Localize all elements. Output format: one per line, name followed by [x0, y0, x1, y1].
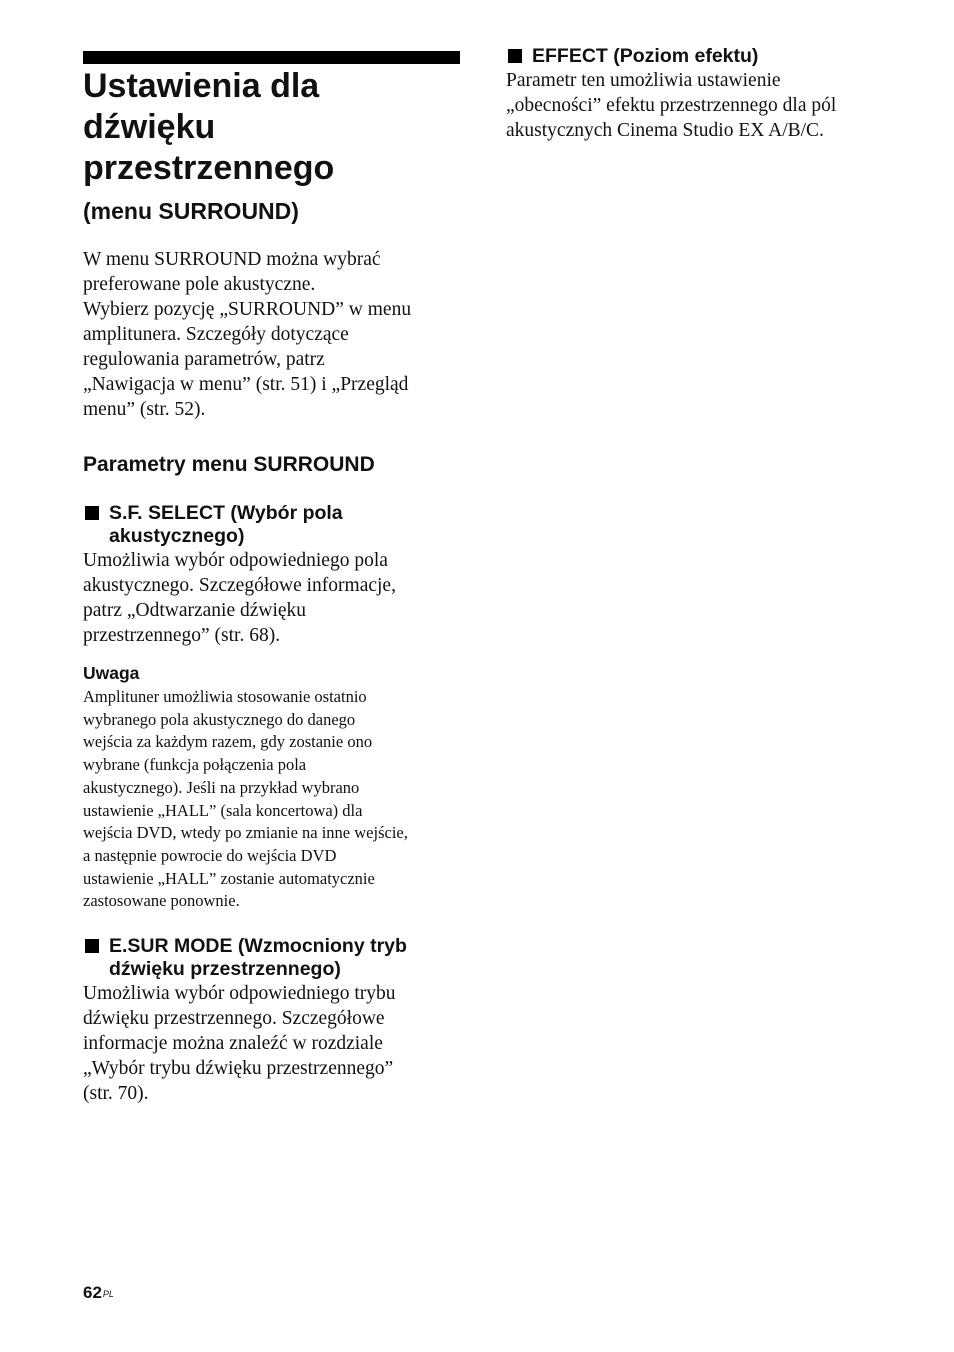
text-line: preferowane pole akustyczne.: [83, 274, 316, 295]
text-line: amplitunera. Szczegóły dotyczące: [83, 324, 349, 345]
heading-line: E.SUR MODE (Wzmocniony tryb: [109, 935, 407, 958]
text-line: wybranego pola akustycznego do danego: [83, 709, 356, 729]
note-body: [83, 686, 463, 913]
esur-mode-heading: [83, 935, 463, 981]
heading-line: dźwięku przestrzennego): [109, 958, 341, 981]
page-title-line: dźwięku: [83, 108, 216, 146]
text-line: „obecności” efektu przestrzennego dla pól: [506, 95, 837, 116]
sf-select-body: [83, 548, 463, 648]
text-line: przestrzennego” (str. 68).: [83, 625, 281, 646]
esur-mode-body: [83, 981, 463, 1106]
right-column: [506, 45, 906, 143]
effect-body: [506, 68, 906, 143]
text-line: akustycznego). Jeśli na przykład wybrano: [83, 777, 360, 797]
text-line: menu” (str. 52).: [83, 399, 206, 420]
square-bullet-icon: [508, 49, 522, 63]
text-line: Wybierz pozycję „SURROUND” w menu: [83, 299, 412, 320]
text-line: Parametr ten umożliwia ustawienie: [506, 70, 781, 91]
text-line: ustawienie „HALL” zostanie automatycznie: [83, 868, 375, 888]
heading-line: akustycznego): [109, 525, 245, 547]
text-line: „Nawigacja w menu” (str. 51) i „Przegląd: [83, 374, 409, 395]
language-code: PL: [102, 1289, 114, 1299]
text-line: „Wybór trybu dźwięku przestrzennego”: [83, 1058, 394, 1080]
page-title: [83, 66, 463, 189]
text-line: akustycznego. Szczegółowe informacje,: [83, 575, 396, 596]
note-heading: Uwaga: [83, 663, 140, 683]
text-line: a następnie powrocie do wejścia DVD: [83, 845, 337, 865]
text-line: regulowania parametrów, patrz: [83, 349, 325, 370]
page-number: [83, 1283, 114, 1303]
text-line: Amplituner umożliwia stosowanie ostatnio: [83, 687, 367, 706]
square-bullet-icon: [85, 939, 99, 953]
left-column: [83, 66, 463, 1106]
section-heading: Parametry menu SURROUND: [83, 453, 375, 476]
text-line: wejścia za każdym razem, gdy zostanie ono: [83, 732, 373, 752]
text-line: patrz „Odtwarzanie dźwięku: [83, 600, 307, 621]
page-title-line: Ustawienia dla: [83, 67, 320, 105]
text-line: W menu SURROUND można wybrać: [83, 249, 381, 270]
heading-line: EFFECT (Poziom efektu): [532, 45, 759, 67]
text-line: wybrane (funkcja połączenia pola: [83, 755, 307, 775]
heading-line: S.F. SELECT (Wybór pola: [109, 502, 343, 524]
square-bullet-icon: [85, 506, 99, 520]
page-subtitle: (menu SURROUND): [83, 198, 299, 224]
text-line: Umożliwia wybór odpowiedniego pola: [83, 550, 388, 571]
text-line: zastosowane ponownie.: [83, 891, 240, 911]
text-line: ustawienie „HALL” (sala koncertowa) dla: [83, 800, 363, 820]
title-rule: [83, 51, 460, 64]
text-line: wejścia DVD, wtedy po zmianie na inne wejście,: [83, 823, 408, 843]
page-title-line: przestrzennego: [83, 149, 335, 187]
text-line: Umożliwia wybór odpowiedniego trybu: [83, 983, 396, 1005]
text-line: dźwięku przestrzennego. Szczegółowe: [83, 1008, 385, 1030]
text-line: (str. 70).: [83, 1083, 149, 1105]
effect-heading: [506, 45, 906, 68]
sf-select-heading: [83, 502, 463, 548]
intro-paragraph: [83, 247, 463, 422]
text-line: informacje można znaleźć w rozdziale: [83, 1033, 383, 1055]
page-number-value: 62: [83, 1283, 102, 1302]
text-line: akustycznych Cinema Studio EX A/B/C.: [506, 120, 824, 141]
